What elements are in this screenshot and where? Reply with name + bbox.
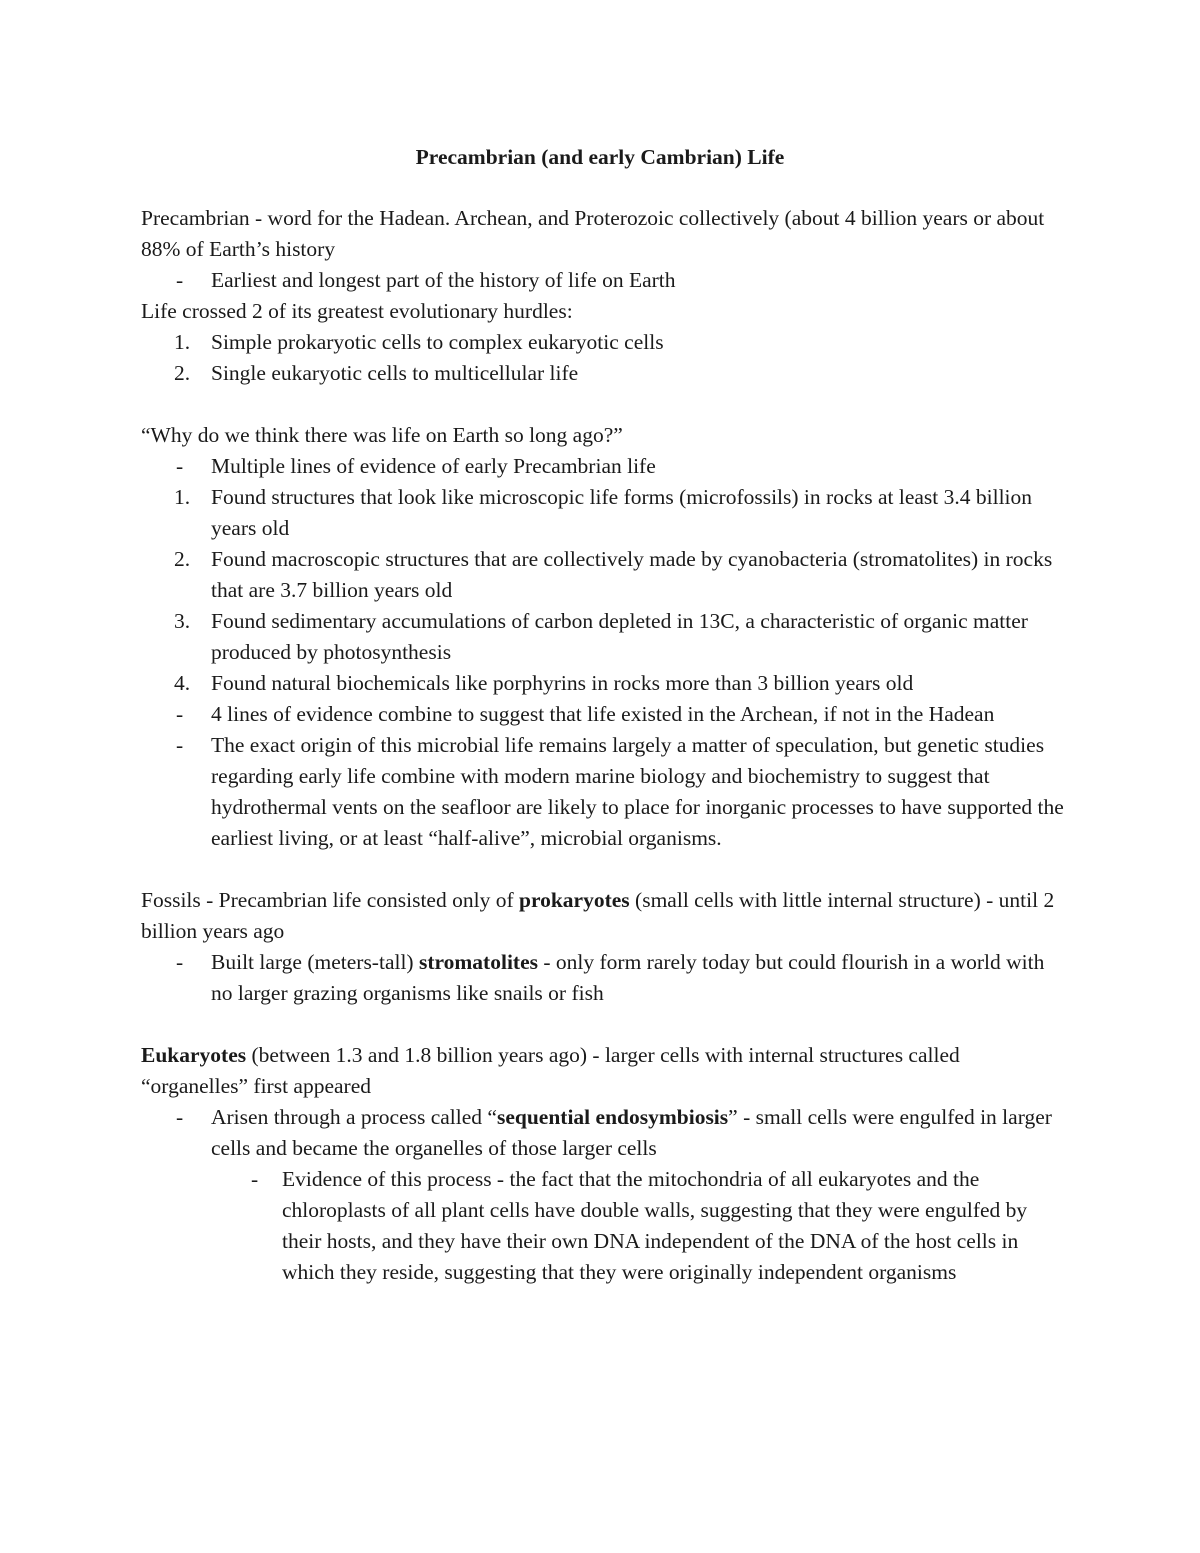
list-number: 3. [174, 609, 191, 633]
list-item [141, 1102, 1066, 1164]
list-item [141, 544, 1066, 606]
list-item-text: Found sedimentary accumulations of carbon depleted in 13C, a characteristic of organic matter produced by photosynthesis [211, 609, 1028, 664]
bullet-dash: - [176, 454, 184, 478]
sub-list-item [141, 1164, 1066, 1288]
fossils-paragraph [141, 885, 1066, 947]
list-item-text: Earliest and longest part of the history of life on Earth [211, 268, 676, 292]
list-number: 2. [174, 547, 191, 571]
bullet-dash: - [176, 950, 184, 974]
evidence-question: “Why do we think there was life on Earth so long ago?” [141, 423, 623, 447]
list-item [141, 265, 1066, 296]
fossils-rest: (small cells with little internal structure) - until 2 billion years ago [141, 888, 1055, 943]
eukaryotes-paragraph [141, 1040, 1066, 1102]
list-item-text: Found natural biochemicals like porphyrins in rocks more than 3 billion years old [211, 671, 914, 695]
list-item [141, 668, 1066, 699]
hurdles-lead: Life crossed 2 of its greatest evolutionary hurdles: [141, 299, 573, 323]
bullet-dash: - [176, 733, 184, 757]
list-item-text [211, 950, 1044, 1005]
intro-paragraph: Precambrian - word for the Hadean. Archean, and Proterozoic collectively (about 4 billion years or about 88% of Earth’s history [141, 206, 1045, 261]
eukaryotes-rest: (between 1.3 and 1.8 billion years ago) - larger cells with internal structures called “organelles” first appeared [141, 1043, 960, 1098]
bullet-dash: - [176, 702, 184, 726]
stromatolites-lead: Built large (meters-tall) [211, 950, 419, 974]
endosymbiosis-rest: ” - small cells were engulfed in larger cells and became the organelles of those larger cells [211, 1105, 1052, 1160]
list-number: 1. [174, 485, 191, 509]
paragraph-gap [141, 389, 1066, 420]
term-prokaryotes: prokaryotes [518, 888, 630, 912]
list-item-text: Evidence of this process - the fact that the mitochondria of all eukaryotes and the chloroplasts of all plant cells have double walls, suggesting that they were engulfed by their hosts, and they have their own DNA independent of the DNA of the host cells in which they reside, suggesting that they were originally independent organisms [282, 1167, 1028, 1284]
list-item [141, 947, 1066, 1009]
list-item-text: 4 lines of evidence combine to suggest that life existed in the Archean, if not in the Hadean [211, 702, 995, 726]
list-item [141, 327, 1066, 358]
stromatolites-rest: - only form rarely today but could flourish in a world with no larger grazing organisms like snails or fish [211, 950, 1045, 1005]
list-item-text: The exact origin of this microbial life remains largely a matter of speculation, but genetic studies regarding early life combine with modern marine biology and biochemistry to suggest that hydrothermal vents on the seafloor are likely to place for inorganic processes to have supported the earliest living, or at least “half-alive”, microbial organisms. [211, 733, 1064, 850]
paragraph-gap [141, 854, 1066, 885]
list-item [141, 699, 1066, 730]
list-item-text: Simple prokaryotic cells to complex eukaryotic cells [211, 330, 664, 354]
paragraph-gap [141, 1009, 1066, 1040]
list-number: 4. [174, 671, 191, 695]
fossils-lead: Fossils - Precambrian life consisted only of [141, 888, 519, 912]
endosymbiosis-lead: Arisen through a process called “ [211, 1105, 497, 1129]
list-item [141, 730, 1066, 854]
list-item [141, 451, 1066, 482]
document-body [141, 203, 1066, 1288]
bullet-dash: - [176, 1105, 184, 1129]
bullet-dash: - [176, 268, 184, 292]
term-stromatolites: stromatolites [418, 950, 538, 974]
term-eukaryotes: Eukaryotes [141, 1043, 247, 1067]
document-title: Precambrian (and early Cambrian) Life [415, 145, 785, 169]
list-item-text: Single eukaryotic cells to multicellular life [211, 361, 579, 385]
list-number: 2. [174, 361, 191, 385]
list-item-text: Multiple lines of evidence of early Precambrian life [211, 454, 656, 478]
list-item-text: Found macroscopic structures that are collectively made by cyanobacteria (stromatolites) in rocks that are 3.7 billion years old [211, 547, 1053, 602]
bullet-dash: - [251, 1167, 259, 1191]
list-item-text [211, 1105, 1052, 1160]
term-sequential-endosymbiosis: sequential endosymbiosis [496, 1105, 729, 1129]
list-item [141, 358, 1066, 389]
list-item [141, 482, 1066, 544]
list-item-text: Found structures that look like microscopic life forms (microfossils) in rocks at least 3.4 billion years old [211, 485, 1033, 540]
list-number: 1. [174, 330, 191, 354]
list-item [141, 606, 1066, 668]
